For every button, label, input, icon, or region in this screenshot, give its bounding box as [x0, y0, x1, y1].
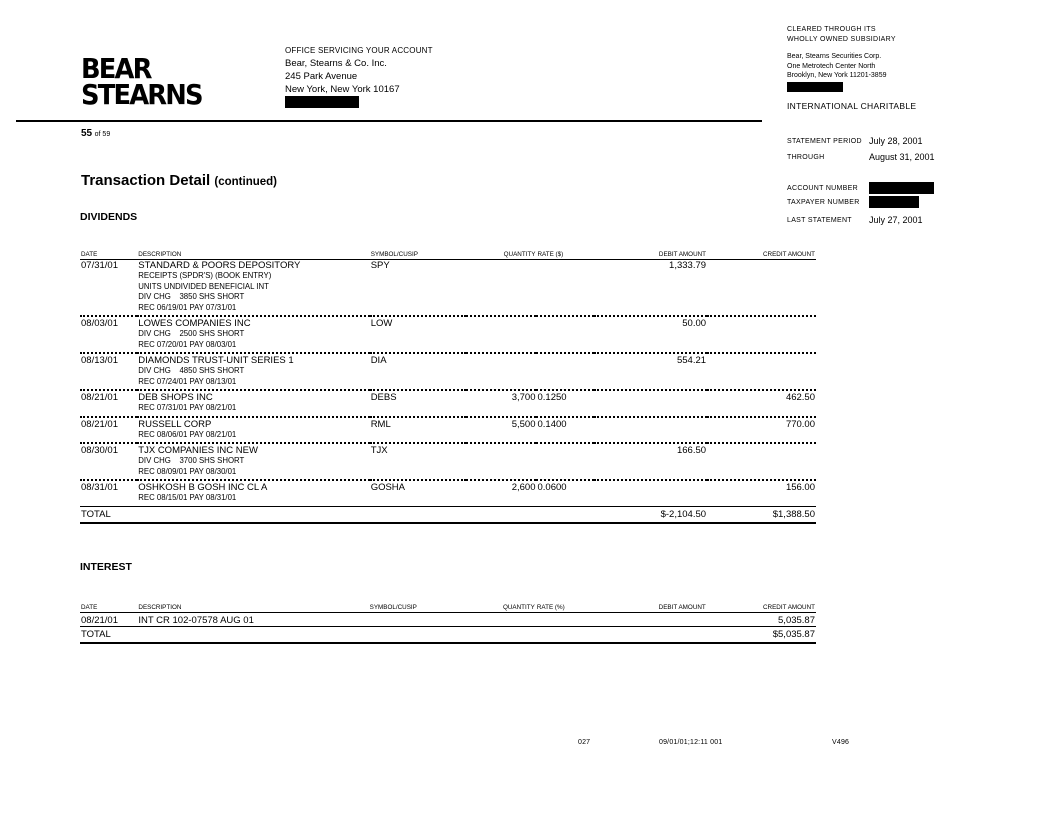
table-header-row: [80, 250, 816, 260]
col-rate: RATE (%): [536, 603, 594, 613]
row-rate: [536, 443, 594, 480]
taxpayer-number-label: TAXPAYER NUMBER: [787, 199, 860, 206]
row-quantity: [466, 316, 537, 353]
row-credit: 5,035.87: [778, 615, 815, 626]
cleared-through-header: [787, 25, 896, 44]
row-description-main: STANDARD & POORS DEPOSITORY: [138, 260, 301, 271]
dividends-total-row: [80, 506, 816, 523]
row-symbol: GOSHA: [370, 482, 405, 493]
interest-table: [80, 603, 816, 644]
row-date: 08/21/01: [80, 417, 137, 444]
office-block: [285, 44, 433, 112]
row-debit: [594, 480, 707, 506]
row-debit: [594, 390, 707, 417]
title-sub: (continued): [214, 176, 277, 188]
row-description: [137, 390, 369, 417]
page-title: [81, 172, 277, 189]
redaction-box: [787, 82, 843, 92]
row-date: 07/31/01: [80, 260, 137, 317]
row-description: INT CR 102-07578 AUG 01: [138, 615, 254, 626]
row-description: [137, 417, 369, 444]
col-rate: RATE ($): [536, 250, 594, 260]
logo-line-2: STEARNS: [81, 78, 202, 111]
through-label: THROUGH: [787, 154, 825, 161]
row-description-detail: DIV CHG 3700 SHS SHORT: [138, 456, 245, 465]
row-debit: [594, 417, 707, 444]
footer-code: 027: [578, 739, 591, 746]
col-date: DATE: [80, 250, 137, 260]
row-symbol: SPY: [370, 260, 466, 317]
table-row: [80, 353, 816, 390]
dividends-table: [80, 250, 816, 524]
total-debit: [594, 627, 707, 644]
last-statement-value: July 27, 2001: [869, 215, 923, 225]
account-number-label: ACCOUNT NUMBER: [787, 185, 858, 192]
row-quantity: 3,700: [466, 390, 537, 417]
table-row: [80, 480, 816, 506]
row-date: 08/21/01: [80, 390, 137, 417]
cleared-line-2: WHOLLY OWNED SUBSIDIARY: [787, 35, 896, 43]
row-description-detail: REC 08/15/01 PAY 08/31/01: [138, 493, 237, 502]
row-debit: 554.21: [594, 353, 707, 390]
table-row: [80, 613, 816, 627]
row-credit: 770.00: [707, 417, 816, 444]
row-description: [137, 480, 369, 506]
col-debit: DEBIT AMOUNT: [594, 250, 707, 260]
row-credit: [707, 260, 816, 317]
last-statement-label: LAST STATEMENT: [787, 217, 852, 224]
row-credit: [707, 316, 816, 353]
clearing-line: Bear, Stearns Securities Corp.: [787, 53, 882, 60]
row-description-detail: REC 07/20/01 PAY 08/03/01: [138, 339, 237, 349]
row-rate: 0.1400: [536, 417, 594, 444]
table-row: [80, 260, 816, 317]
col-description: DESCRIPTION: [137, 603, 368, 613]
row-credit: 156.00: [785, 482, 815, 493]
row-description-detail: REC 08/06/01 PAY 08/21/01: [138, 429, 237, 439]
col-credit: CREDIT AMOUNT: [707, 250, 816, 260]
row-date: 08/30/01: [80, 443, 137, 480]
clearing-address: [787, 52, 887, 95]
redaction-box: [869, 196, 919, 208]
row-description-detail: REC 07/31/01 PAY 08/21/01: [138, 403, 237, 412]
total-debit: $-2,104.50: [594, 506, 707, 523]
col-symbol: SYMBOL/CUSIP: [370, 250, 466, 260]
logo-line-1: BEAR: [81, 52, 151, 85]
row-description-detail: UNITS UNDIVIDED BENEFICIAL INT: [138, 281, 269, 291]
through-value: August 31, 2001: [869, 152, 935, 162]
row-quantity: [466, 353, 537, 390]
row-symbol: DEBS: [370, 390, 466, 417]
table-row: [80, 443, 816, 480]
page-of: of 59: [94, 131, 111, 138]
row-quantity: 5,500: [466, 417, 537, 444]
dividends-heading: DIVIDENDS: [80, 211, 138, 223]
col-symbol: SYMBOL/CUSIP: [369, 603, 465, 613]
row-symbol: [369, 613, 465, 627]
row-rate: [536, 316, 594, 353]
total-label: TOTAL: [80, 506, 137, 523]
row-description-main: TJX COMPANIES INC NEW: [138, 445, 258, 456]
row-description: [137, 443, 369, 480]
col-description: DESCRIPTION: [137, 250, 369, 260]
row-description-main: LOWES COMPANIES INC: [138, 318, 251, 329]
col-credit: CREDIT AMOUNT: [707, 603, 816, 613]
row-description-detail: RECEIPTS (SPDR'S) (BOOK ENTRY): [138, 271, 272, 280]
row-description: [137, 260, 369, 317]
page-number: 55: [81, 128, 93, 139]
page-indicator: [81, 128, 110, 139]
row-description-main: DEB SHOPS INC: [138, 392, 213, 403]
col-date: DATE: [80, 603, 137, 613]
col-quantity: QUANTITY: [466, 250, 537, 260]
row-credit: [707, 353, 816, 390]
office-line: New York, New York 10167: [285, 84, 400, 95]
row-date: 08/21/01: [81, 615, 118, 626]
row-date: 08/13/01: [80, 353, 137, 390]
footer-version: V496: [832, 739, 850, 746]
table-row: [80, 316, 816, 353]
row-rate: [536, 260, 594, 317]
table-header-row: [80, 603, 816, 613]
row-debit: 166.50: [594, 443, 707, 480]
clearing-line: Brooklyn, New York 11201-3859: [787, 72, 887, 79]
row-quantity: 2,600: [511, 482, 536, 493]
row-symbol: TJX: [370, 443, 466, 480]
row-description-detail: DIV CHG 3850 SHS SHORT: [138, 292, 245, 301]
clearing-line: One Metrotech Center North: [787, 62, 876, 70]
row-rate: 0.0600: [537, 482, 567, 493]
row-symbol: DIA: [370, 353, 466, 390]
cleared-line-1: CLEARED THROUGH ITS: [787, 26, 876, 33]
row-quantity: [466, 443, 537, 480]
total-credit: $5,035.87: [707, 627, 816, 644]
interest-total-row: [80, 627, 816, 644]
row-debit: [594, 613, 707, 627]
row-symbol: RML: [370, 417, 466, 444]
row-date: 08/31/01: [81, 482, 118, 493]
row-date: 08/03/01: [80, 316, 137, 353]
row-description: [137, 316, 369, 353]
row-description-main: OSHKOSH B GOSH INC CL A: [138, 482, 268, 493]
row-quantity: [466, 260, 537, 317]
table-row: [80, 390, 816, 417]
interest-heading: INTEREST: [80, 561, 132, 573]
total-credit: $1,388.50: [707, 506, 816, 523]
redaction-box: [285, 96, 359, 108]
footer-timestamp: 09/01/01;12:11 001: [659, 739, 723, 746]
row-description-detail: DIV CHG 4850 SHS SHORT: [138, 366, 245, 375]
row-quantity: [465, 613, 536, 627]
redaction-box: [869, 182, 934, 194]
row-description-detail: DIV CHG 2500 SHS SHORT: [138, 329, 245, 338]
title-main: Transaction Detail: [81, 172, 211, 189]
statement-period-value: July 28, 2001: [869, 136, 923, 146]
row-symbol: LOW: [370, 316, 466, 353]
office-label: OFFICE SERVICING YOUR ACCOUNT: [285, 46, 433, 55]
statement-period-label: STATEMENT PERIOD: [787, 138, 862, 145]
row-debit: 50.00: [594, 316, 707, 353]
total-label: TOTAL: [80, 627, 137, 644]
row-debit: 1,333.79: [594, 260, 707, 317]
col-debit: DEBIT AMOUNT: [594, 603, 707, 613]
row-description-detail: REC 07/24/01 PAY 08/13/01: [138, 376, 237, 386]
bear-stearns-logo: [81, 52, 202, 111]
row-description: [137, 353, 369, 390]
row-credit: [707, 443, 816, 480]
office-line: 245 Park Avenue: [285, 71, 358, 82]
header-rule: [16, 120, 762, 122]
row-rate: 0.1250: [536, 390, 594, 417]
row-description-detail: REC 08/09/01 PAY 08/30/01: [138, 466, 237, 476]
account-name: INTERNATIONAL CHARITABLE: [787, 101, 917, 111]
row-credit: 462.50: [707, 390, 816, 417]
row-rate: [536, 613, 594, 627]
office-line: Bear, Stearns & Co. Inc.: [285, 58, 387, 69]
col-quantity: QUANTITY: [465, 603, 536, 613]
row-description-main: RUSSELL CORP: [138, 418, 212, 430]
row-description-main: DIAMONDS TRUST-UNIT SERIES 1: [138, 355, 294, 366]
table-row: [80, 417, 816, 444]
row-rate: [536, 353, 594, 390]
row-description-detail: REC 06/19/01 PAY 07/31/01: [138, 302, 237, 312]
